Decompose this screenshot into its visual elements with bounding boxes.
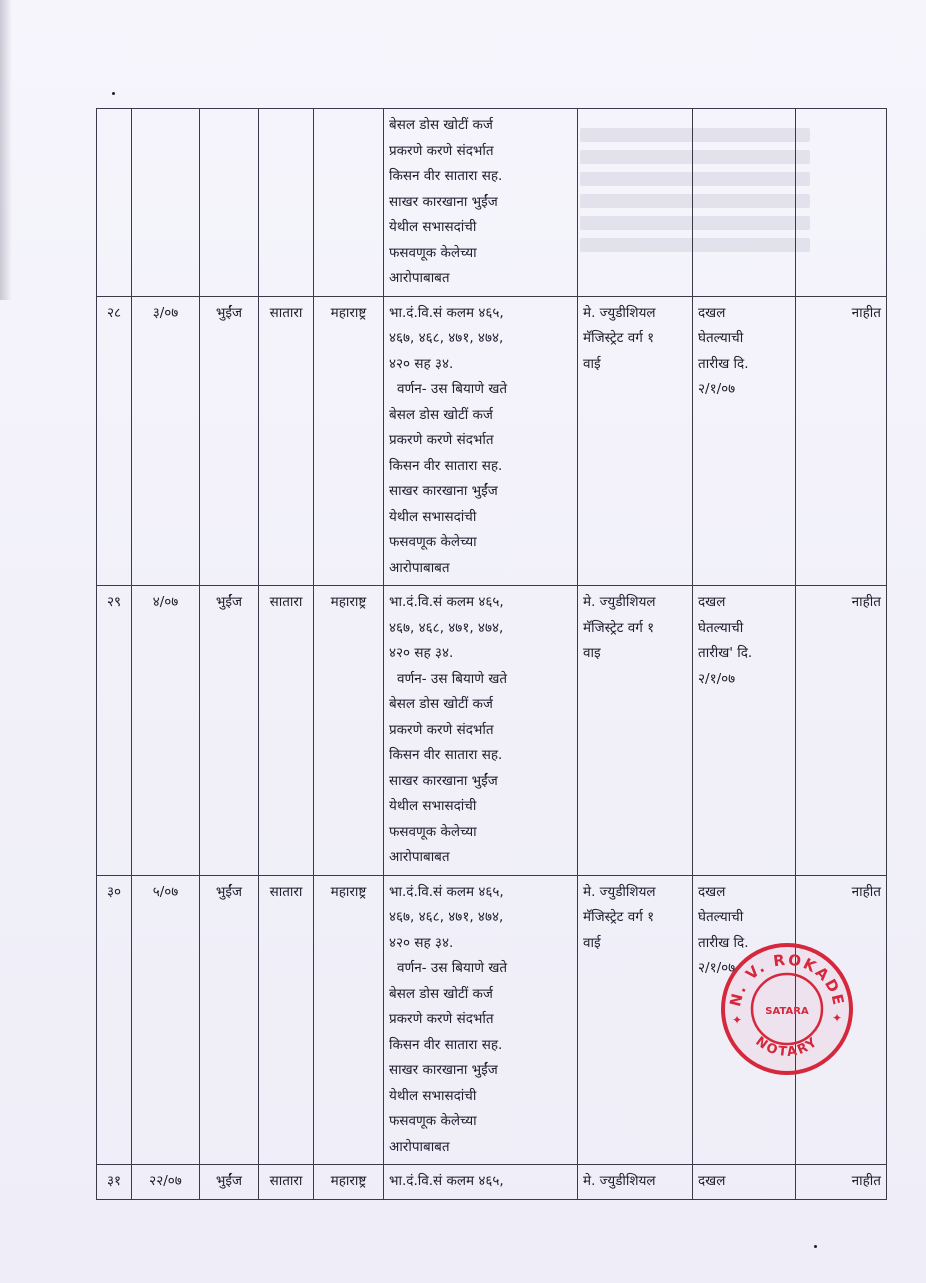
cell-status-line: दखल bbox=[698, 594, 726, 610]
cell-court-line: मॅजिस्ट्रेट वर्ग १ bbox=[583, 909, 655, 925]
section-line: भा.दं.वि.सं कलम ४६५, bbox=[389, 1173, 504, 1189]
stamp-top-text: N. V. ROKADE bbox=[726, 950, 848, 1009]
cell-court-line: वाइ bbox=[583, 645, 601, 661]
cell-court bbox=[578, 109, 693, 297]
speck-2 bbox=[814, 1245, 817, 1248]
cell-district: सातारा bbox=[259, 1165, 314, 1200]
cell-status bbox=[693, 296, 796, 586]
description-line: किसन वीर सातारा सह. bbox=[389, 1036, 503, 1053]
stamp-star-right-icon: ✦ bbox=[832, 1011, 843, 1025]
cell-district bbox=[259, 109, 314, 297]
description-line: किसन वीर सातारा सह. bbox=[389, 168, 503, 184]
description-line: फसवणूक केलेच्या bbox=[389, 534, 477, 550]
stamp-star-left-icon: ✦ bbox=[732, 1013, 743, 1027]
section-line: भा.दं.वि.सं कलम ४६५, bbox=[389, 594, 504, 610]
description-line: साखर कारखाना भुईंज bbox=[389, 772, 498, 789]
section-line: भा.दं.वि.सं कलम ४६५, bbox=[389, 883, 504, 900]
cell-case-no: ५/०७ bbox=[132, 875, 200, 1165]
cell-remark: नाहीत bbox=[796, 875, 887, 1165]
stamp-center-text: SATARA bbox=[765, 1006, 809, 1017]
description-line: आरोपाबाबत bbox=[389, 559, 450, 576]
cell-court-line: मॅजिस्ट्रेट वर्ग १ bbox=[583, 330, 655, 346]
description-line: येथील सभासदांची bbox=[389, 1087, 477, 1104]
cell-state bbox=[314, 109, 384, 297]
description-line: येथील सभासदांची bbox=[389, 219, 477, 235]
cell-court bbox=[578, 1165, 693, 1200]
cell-court bbox=[578, 586, 693, 876]
cell-section-description bbox=[384, 586, 578, 876]
cell-status-line: दखल bbox=[698, 883, 726, 900]
description-line: वर्णन- उस बियाणे खते bbox=[397, 670, 508, 687]
cell-police-station: भुईंज bbox=[200, 296, 259, 586]
description-line: किसन वीर सातारा सह. bbox=[389, 747, 503, 763]
section-line: ४२० सह ३४. bbox=[389, 355, 454, 372]
cell-status-line: तारीख' दि. bbox=[698, 645, 753, 661]
cell-district: सातारा bbox=[259, 875, 314, 1165]
cell-status-line: घेतल्याची bbox=[698, 909, 744, 925]
table-row bbox=[97, 586, 887, 876]
cell-status bbox=[693, 109, 796, 297]
description-line: आरोपाबाबत bbox=[389, 1138, 450, 1155]
cell-status-line: तारीख दि. bbox=[698, 355, 749, 372]
cell-sr-no: २९ bbox=[97, 586, 132, 876]
section-line: भा.दं.वि.सं कलम ४६५, bbox=[389, 304, 504, 321]
table-row bbox=[97, 109, 887, 297]
description-line: प्रकरणे करणे संदर्भात bbox=[389, 432, 494, 448]
cell-status-line: २/१/०७ bbox=[698, 960, 736, 976]
cell-status-line: दखल bbox=[698, 304, 726, 321]
cell-district: सातारा bbox=[259, 586, 314, 876]
cell-state: महाराष्ट्र bbox=[314, 1165, 384, 1200]
description-line: किसन वीर सातारा सह. bbox=[389, 457, 503, 474]
cell-remark bbox=[796, 109, 887, 297]
description-line: प्रकरणे करणे संदर्भात bbox=[389, 721, 494, 738]
cell-sr-no: ३१ bbox=[97, 1165, 132, 1200]
cell-court-line: मे. ज्युडीशियल bbox=[583, 304, 656, 321]
cell-court bbox=[578, 296, 693, 586]
cell-sr-no bbox=[97, 109, 132, 297]
section-line: ४६७, ४६८, ४७१, ४७४, bbox=[389, 909, 504, 925]
cell-status-line: दखल bbox=[698, 1173, 726, 1189]
cell-status-line: घेतल्याची bbox=[698, 619, 744, 636]
cell-case-no: २२/०७ bbox=[132, 1165, 200, 1200]
description-line: आरोपाबाबत bbox=[389, 270, 450, 286]
cell-remark: नाहीत bbox=[796, 1165, 887, 1200]
cell-section-description bbox=[384, 1165, 578, 1200]
cell-status bbox=[693, 586, 796, 876]
stamp-bottom-text: NOTARY bbox=[752, 1034, 822, 1061]
cell-case-no bbox=[132, 109, 200, 297]
description-line: बेसल डोस खोटीं कर्ज bbox=[389, 406, 493, 423]
cell-court bbox=[578, 875, 693, 1165]
section-line: ४२० सह ३४. bbox=[389, 934, 454, 951]
table-row bbox=[97, 1165, 887, 1200]
description-line: फसवणूक केलेच्या bbox=[389, 823, 477, 840]
cell-sr-no: ३० bbox=[97, 875, 132, 1165]
page-edge-shadow bbox=[0, 0, 12, 300]
description-line: वर्णन- उस बियाणे खते bbox=[397, 381, 508, 397]
notary-stamp bbox=[718, 940, 856, 1078]
description-line: साखर कारखाना भुईंज bbox=[389, 483, 498, 499]
section-line: ४२० सह ३४. bbox=[389, 645, 454, 661]
description-line: प्रकरणे करणे संदर्भात bbox=[389, 142, 494, 159]
description-line: प्रकरणे करणे संदर्भात bbox=[389, 1011, 494, 1027]
cell-police-station bbox=[200, 109, 259, 297]
cell-police-station: भुईंज bbox=[200, 1165, 259, 1200]
section-line: ४६७, ४६८, ४७१, ४७४, bbox=[389, 330, 504, 346]
cell-status bbox=[693, 1165, 796, 1200]
cell-court-line: मॅजिस्ट्रेट वर्ग १ bbox=[583, 619, 655, 636]
cell-section-description bbox=[384, 296, 578, 586]
description-line: येथील सभासदांची bbox=[389, 798, 477, 814]
cell-remark: नाहीत bbox=[796, 586, 887, 876]
description-line: फसवणूक केलेच्या bbox=[389, 244, 477, 261]
cell-police-station: भुईंज bbox=[200, 875, 259, 1165]
cell-section-description bbox=[384, 875, 578, 1165]
cell-status-line: तारीख दि. bbox=[698, 934, 749, 951]
table-row bbox=[97, 296, 887, 586]
description-line: साखर कारखाना भुईंज bbox=[389, 193, 498, 210]
description-line: फसवणूक केलेच्या bbox=[389, 1113, 477, 1129]
cell-police-station: भुईंज bbox=[200, 586, 259, 876]
speck-1 bbox=[112, 92, 115, 95]
description-line: बेसल डोस खोटीं कर्ज bbox=[389, 117, 493, 133]
cell-court-line: वाई bbox=[583, 934, 601, 951]
cell-section-description bbox=[384, 109, 578, 297]
description-line: बेसल डोस खोटीं कर्ज bbox=[389, 985, 493, 1002]
cell-case-no: ४/०७ bbox=[132, 586, 200, 876]
description-line: आरोपाबाबत bbox=[389, 849, 450, 865]
description-line: बेसल डोस खोटीं कर्ज bbox=[389, 696, 493, 712]
cell-status-line: २/१/०७ bbox=[698, 381, 736, 397]
description-line: साखर कारखाना भुईंज bbox=[389, 1062, 498, 1078]
cell-status-line: २/१/०७ bbox=[698, 670, 736, 687]
cell-court-line: वाई bbox=[583, 355, 601, 372]
cell-court-line: मे. ज्युडीशियल bbox=[583, 883, 656, 900]
cell-case-no: ३/०७ bbox=[132, 296, 200, 586]
cell-state: महाराष्ट्र bbox=[314, 875, 384, 1165]
description-line: वर्णन- उस बियाणे खते bbox=[397, 960, 508, 976]
cell-state: महाराष्ट्र bbox=[314, 296, 384, 586]
cell-district: सातारा bbox=[259, 296, 314, 586]
section-line: ४६७, ४६८, ४७१, ४७४, bbox=[389, 619, 504, 636]
cell-sr-no: २८ bbox=[97, 296, 132, 586]
description-line: येथील सभासदांची bbox=[389, 508, 477, 525]
cell-remark: नाहीत bbox=[796, 296, 887, 586]
cell-court-line: मे. ज्युडीशियल bbox=[583, 1173, 656, 1189]
cell-state: महाराष्ट्र bbox=[314, 586, 384, 876]
cell-court-line: मे. ज्युडीशियल bbox=[583, 594, 656, 610]
cell-status-line: घेतल्याची bbox=[698, 330, 744, 346]
